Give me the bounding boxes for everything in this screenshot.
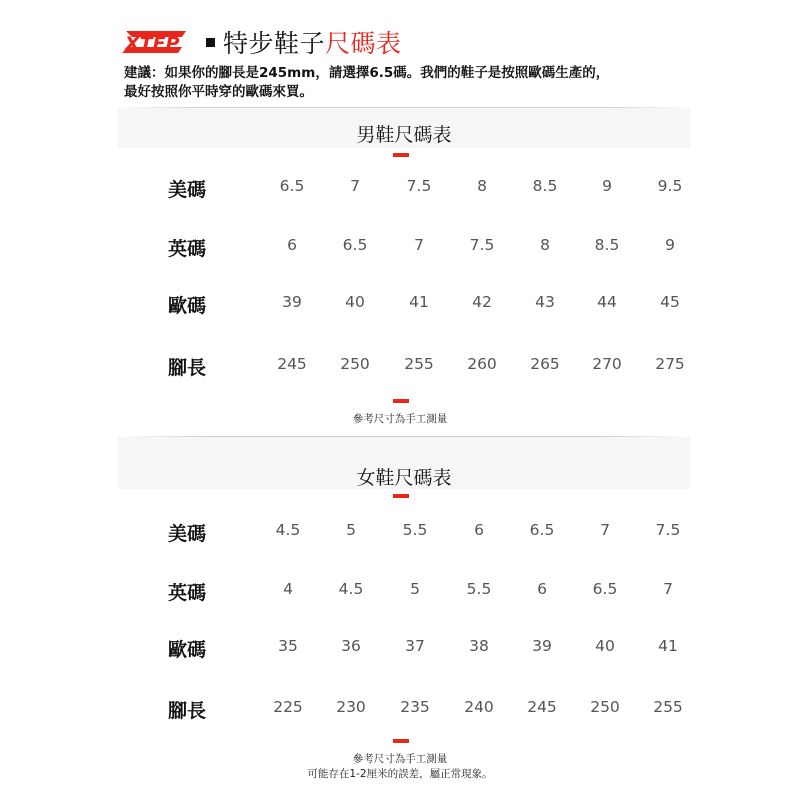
men-size-cell: 8 bbox=[540, 236, 550, 254]
men-row-label: 歐碼 bbox=[168, 295, 207, 317]
women-size-cell: 230 bbox=[336, 698, 366, 716]
men-size-cell: 275 bbox=[655, 355, 685, 373]
men-size-cell: 40 bbox=[345, 293, 365, 311]
women-size-cell: 35 bbox=[278, 637, 298, 655]
men-size-cell: 255 bbox=[404, 355, 434, 373]
men-size-cell: 45 bbox=[660, 293, 680, 311]
women-row-label: 歐碼 bbox=[168, 639, 207, 661]
women-size-cell: 5 bbox=[410, 580, 420, 598]
women-size-cell: 6 bbox=[537, 580, 547, 598]
women-size-cell: 38 bbox=[469, 637, 489, 655]
women-size-cell: 235 bbox=[400, 698, 430, 716]
men-size-cell: 250 bbox=[340, 355, 370, 373]
size-advice bbox=[124, 64, 704, 102]
women-size-cell: 7.5 bbox=[655, 521, 681, 539]
men-size-cell: 265 bbox=[530, 355, 560, 373]
women-row-label: 美碼 bbox=[168, 523, 207, 545]
men-size-cell: 44 bbox=[597, 293, 617, 311]
women-size-cell: 39 bbox=[532, 637, 552, 655]
men-size-cell: 245 bbox=[277, 355, 307, 373]
men-row-label: 美碼 bbox=[168, 179, 207, 201]
men-row-label: 腳長 bbox=[168, 357, 207, 379]
men-size-cell: 9.5 bbox=[657, 177, 683, 195]
women-title-accent bbox=[393, 494, 409, 498]
advice-line-2: 最好按照你平時穿的歐碼來買。 bbox=[124, 84, 313, 100]
men-row-label: 英碼 bbox=[168, 238, 207, 260]
women-size-cell: 255 bbox=[653, 698, 683, 716]
men-size-cell: 8.5 bbox=[594, 236, 620, 254]
men-size-cell: 7.5 bbox=[406, 177, 432, 195]
xtep-logo bbox=[122, 27, 192, 57]
women-row-label: 腳長 bbox=[168, 700, 207, 722]
svg-text:XTEP: XTEP bbox=[125, 33, 180, 55]
women-row-label: 英碼 bbox=[168, 582, 207, 604]
men-size-cell: 9 bbox=[665, 236, 675, 254]
advice-line-1: 建議：如果你的腳長是245mm，請選擇6.5碼。我們的鞋子是按照歐碼生產的， bbox=[124, 65, 610, 81]
men-table-title: 男鞋尺碼表 bbox=[356, 124, 452, 146]
women-size-cell: 250 bbox=[590, 698, 620, 716]
women-size-cell: 4.5 bbox=[275, 521, 301, 539]
women-size-cell: 6.5 bbox=[592, 580, 618, 598]
header bbox=[122, 22, 402, 62]
women-size-cell: 7 bbox=[600, 521, 610, 539]
men-size-cell: 7.5 bbox=[469, 236, 495, 254]
men-size-cell: 6 bbox=[287, 236, 297, 254]
women-size-cell: 5.5 bbox=[466, 580, 492, 598]
men-size-cell: 6.5 bbox=[279, 177, 305, 195]
women-size-cell: 240 bbox=[464, 698, 494, 716]
women-size-cell: 6 bbox=[474, 521, 484, 539]
women-size-cell: 7 bbox=[663, 580, 673, 598]
women-measure-note: 參考尺寸為手工測量 bbox=[352, 753, 448, 765]
women-size-cell: 225 bbox=[273, 698, 303, 716]
men-size-cell: 7 bbox=[350, 177, 360, 195]
page-title-highlight: 尺碼表 bbox=[325, 29, 402, 58]
men-size-cell: 8 bbox=[477, 177, 487, 195]
men-measure-note: 參考尺寸為手工測量 bbox=[352, 413, 448, 425]
women-note-accent bbox=[393, 739, 409, 743]
women-size-cell: 5.5 bbox=[402, 521, 428, 539]
women-size-cell: 245 bbox=[527, 698, 557, 716]
women-error-note: 可能存在1-2厘米的誤差，屬正常現象。 bbox=[307, 768, 493, 780]
men-size-cell: 6.5 bbox=[342, 236, 368, 254]
men-size-cell: 41 bbox=[409, 293, 429, 311]
men-size-cell: 9 bbox=[602, 177, 612, 195]
women-size-cell: 6.5 bbox=[529, 521, 555, 539]
page-title: 特步鞋子尺碼表 bbox=[223, 29, 402, 58]
men-size-cell: 39 bbox=[282, 293, 302, 311]
women-size-cell: 4.5 bbox=[338, 580, 364, 598]
women-size-cell: 36 bbox=[341, 637, 361, 655]
women-table-title: 女鞋尺碼表 bbox=[356, 467, 452, 489]
men-note-accent bbox=[393, 399, 409, 403]
men-title-accent bbox=[393, 153, 409, 157]
men-size-cell: 260 bbox=[467, 355, 497, 373]
men-size-cell: 270 bbox=[592, 355, 622, 373]
women-size-cell: 41 bbox=[658, 637, 678, 655]
women-size-cell: 5 bbox=[346, 521, 356, 539]
men-size-cell: 8.5 bbox=[532, 177, 558, 195]
women-size-cell: 4 bbox=[283, 580, 293, 598]
men-size-cell: 42 bbox=[472, 293, 492, 311]
square-bullet-icon bbox=[206, 38, 215, 47]
women-size-cell: 37 bbox=[405, 637, 425, 655]
men-size-cell: 7 bbox=[414, 236, 424, 254]
men-size-cell: 43 bbox=[535, 293, 555, 311]
women-size-cell: 40 bbox=[595, 637, 615, 655]
